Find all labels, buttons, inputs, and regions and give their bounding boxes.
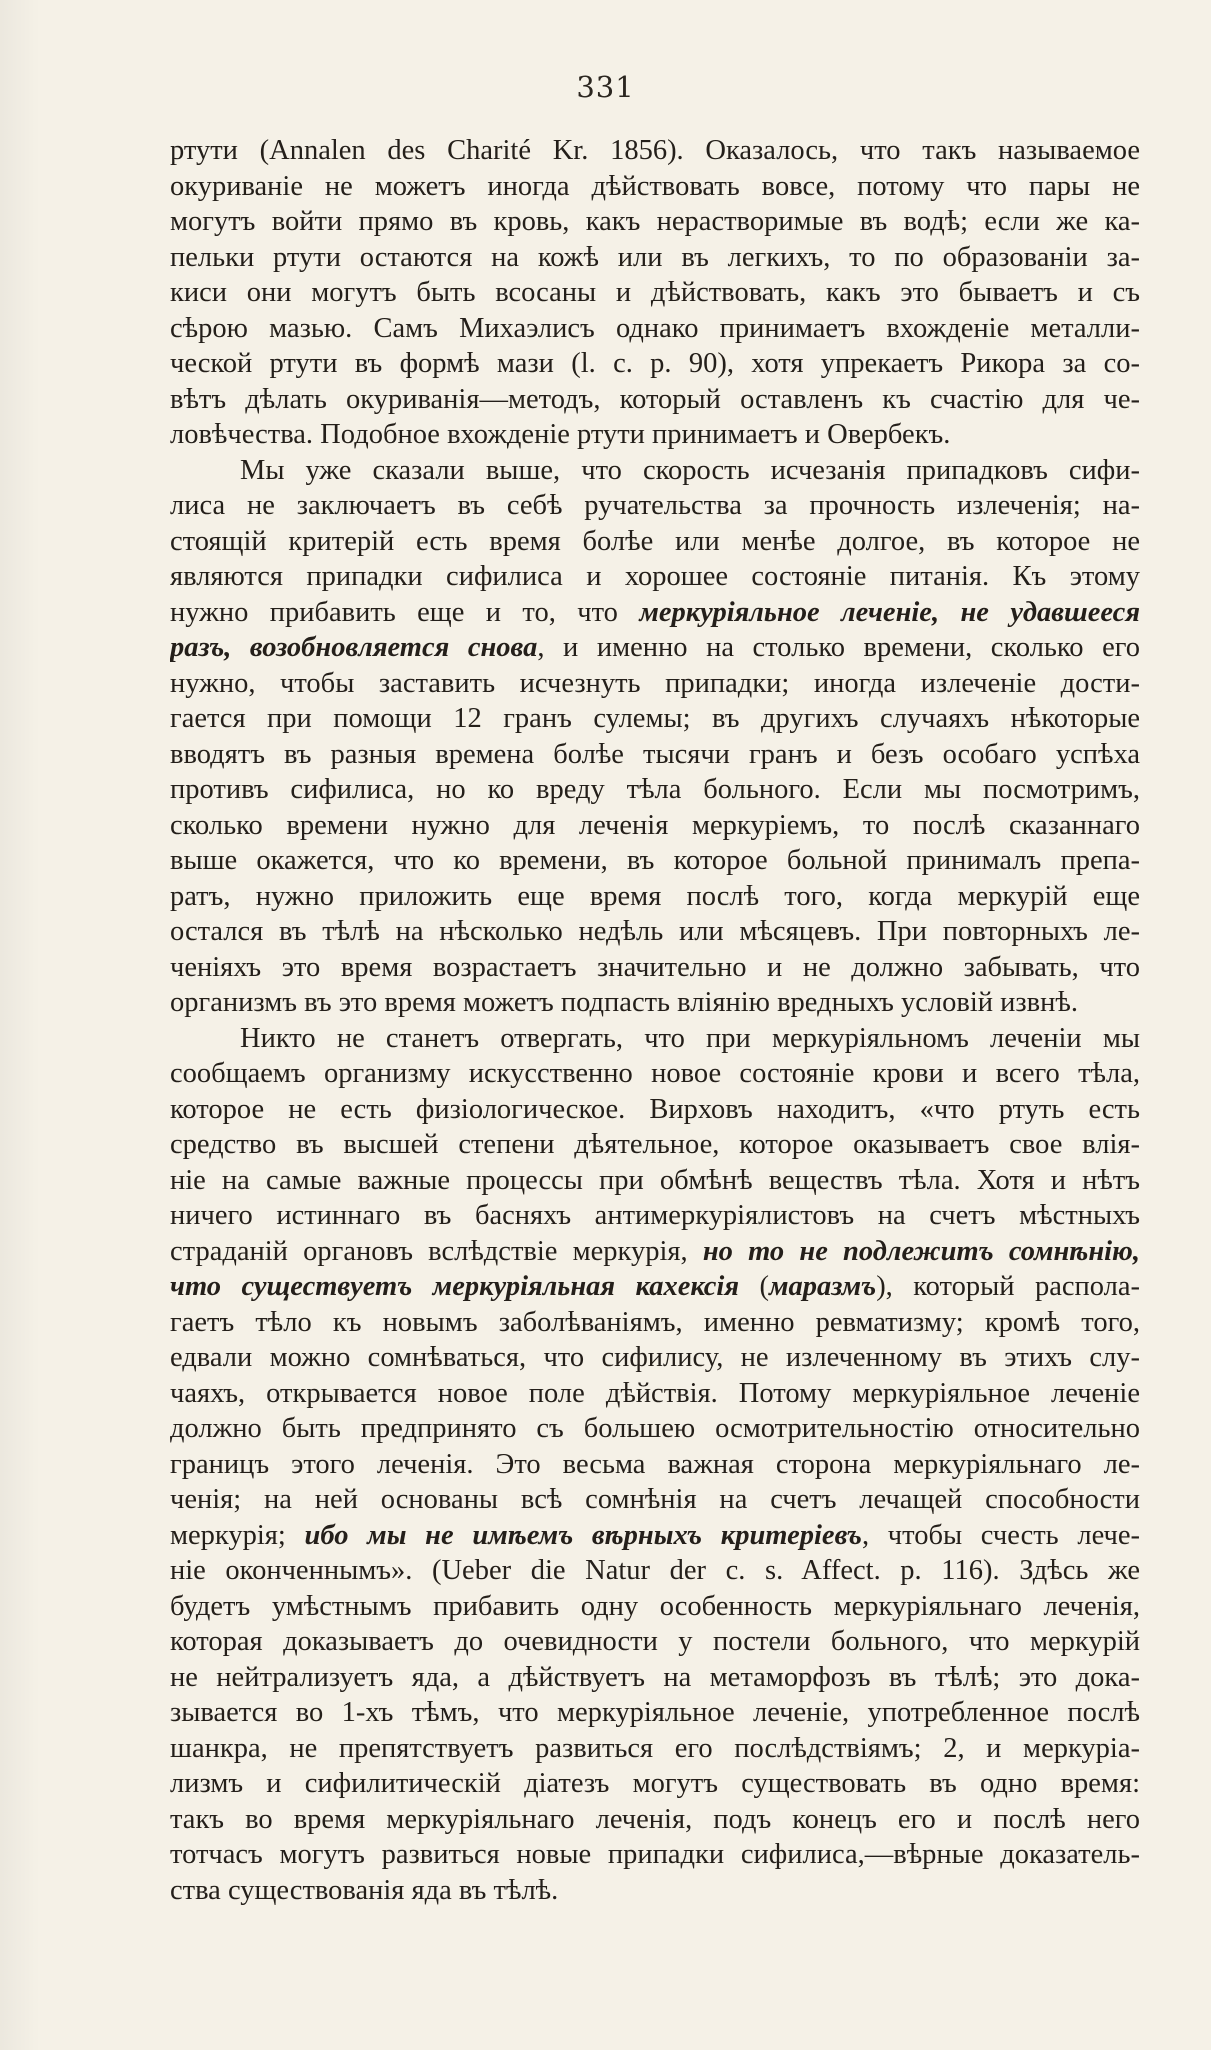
text-line: Никто не станетъ отвергать, что при меркуріяльномъ леченіи мы	[240, 1022, 1140, 1054]
paragraph	[170, 133, 1140, 453]
text-line: ніе на самые важные процессы при обмѣнѣ веществъ тѣла. Хотя и нѣтъ	[170, 1164, 1140, 1196]
text-line: которое не есть физіологическое. Вирховъ находитъ, «что ртуть есть	[170, 1093, 1140, 1125]
text-line: выше окажется, что ко времени, въ которое больной принималъ препа-	[170, 845, 1140, 876]
text-line: остался въ тѣлѣ на нѣсколько недѣль или мѣсяцевъ. При повторныхъ ле-	[170, 916, 1140, 947]
text-line: сѣрою мазью. Самъ Михаэлисъ однако принимаетъ вхожденіе металли-	[170, 312, 1140, 344]
text-line: вѣтъ дѣлать окуриванія—методъ, который оставленъ къ счастію для че-	[170, 383, 1140, 415]
text-line: организмъ въ это время можетъ подпасть вліянію вредныхъ условій извнѣ.	[170, 987, 1078, 1018]
text-line: лиса не заключаетъ въ себѣ ручательства за прочность излеченія; на-	[170, 490, 1140, 521]
text-line: меркурія; ибо мы не имѣемъ вѣрныхъ критеріевъ, чтобы счесть лече-	[170, 1519, 1140, 1551]
text-line: которая доказываетъ до очевидности у постели больного, что меркурій	[170, 1626, 1140, 1657]
body-text	[170, 133, 1140, 1908]
text-line: разъ, возобновляется снова, и именно на столько времени, сколько его	[170, 632, 1140, 663]
text-line: пельки ртути остаются на кожѣ или въ легкихъ, то по образованіи за-	[170, 241, 1140, 273]
text-line: ратъ, нужно приложить еще время послѣ того, когда меркурій еще	[170, 880, 1140, 912]
text-line: зывается во 1-хъ тѣмъ, что меркуріяльное леченіе, употребленное послѣ	[170, 1697, 1140, 1728]
text-line: не нейтрализуетъ яда, а дѣйствуетъ на метаморфозъ въ тѣлѣ; это дока-	[170, 1661, 1140, 1693]
text-line: гается при помощи 12 гранъ сулемы; въ другихъ случаяхъ нѣкоторые	[170, 703, 1140, 734]
text-line: Мы уже сказали выше, что скорость исчезанія припадковъ сифи-	[240, 454, 1140, 486]
text-line: должно быть предпринято съ большею осмотрительностію относительно	[170, 1413, 1140, 1444]
text-line: являются припадки сифилиса и хорошее состояніе питанія. Къ этому	[170, 561, 1140, 592]
page-number: 331	[576, 70, 635, 104]
text-line: чаяхъ, открывается новое поле дѣйствія. Потому меркуріяльное леченіе	[170, 1377, 1140, 1409]
emphasis-text: но то не подлежитъ сомнѣнію,	[702, 1235, 1140, 1267]
emphasis-text: что существуетъ меркуріяльная кахексія	[170, 1271, 740, 1302]
text-line: будетъ умѣстнымъ прибавить одну особенность меркуріяльнаго леченія,	[170, 1590, 1140, 1622]
text-line: могутъ войти прямо въ кровь, какъ нерастворимые въ водѣ; если же ка-	[170, 206, 1140, 237]
text-line: ческой ртути въ формѣ мази (l. c. p. 90), хотя упрекаетъ Рикора за со-	[170, 348, 1140, 379]
text-line: такъ во время меркуріяльнаго леченія, подъ конецъ его и послѣ него	[170, 1803, 1140, 1835]
text-line: средство въ высшей степени дѣятельное, которое оказываетъ свое влія-	[170, 1129, 1140, 1160]
text-line: ченіяхъ это время возрастаетъ значительно и не должно забывать, что	[170, 951, 1140, 983]
text-line: едвали можно сомнѣваться, что сифилису, не излеченному въ этихъ слу-	[170, 1342, 1140, 1373]
paragraph	[170, 1021, 1140, 1909]
text-line: гаетъ тѣло къ новымъ заболѣваніямъ, именно ревматизму; кромѣ того,	[170, 1306, 1140, 1338]
text-line: ства существованія яда въ тѣлѣ.	[170, 1874, 559, 1906]
paragraph	[170, 453, 1140, 1021]
text-line: ніе оконченнымъ». (Ueber die Natur der c. s. Affect. p. 116). Здѣсь же	[170, 1555, 1140, 1586]
text-line: киси они могутъ быть всосаны и дѣйствовать, какъ это бываетъ и съ	[170, 277, 1140, 308]
text-line: нужно, чтобы заставить исчезнуть припадки; иногда излеченіе дости-	[170, 667, 1140, 699]
text-line: ничего истиннаго въ басняхъ антимеркуріялистовъ на счетъ мѣстныхъ	[170, 1200, 1140, 1231]
text-line: вводятъ въ разныя времена болѣе тысячи гранъ и безъ особаго успѣха	[170, 738, 1140, 770]
emphasis-text: разъ, возобновляется снова	[170, 632, 538, 663]
text-line: ловѣчества. Подобное вхожденіе ртути принимаетъ и Овербекъ.	[170, 419, 951, 450]
text-line: ртути (Annalen des Charité Kr. 1856). Оказалось, что такъ называемое	[170, 135, 1140, 166]
text-line: страданій органовъ вслѣдствіе меркурія, но то не подлежитъ сомнѣнію,	[170, 1235, 1140, 1267]
text-line: лизмъ и сифилитическій діатезъ могутъ существовать въ одно время:	[170, 1768, 1140, 1799]
text-line: ченія; на ней основаны всѣ сомнѣнія на счетъ лечащей способности	[170, 1484, 1140, 1515]
text-line: сколько времени нужно для леченія меркуріемъ, то послѣ сказаннаго	[170, 809, 1140, 841]
text-line: сообщаемъ организму искусственно новое состояніе крови и всего тѣла,	[170, 1058, 1140, 1089]
text-line: нужно прибавить еще и то, что меркуріяльное леченіе, не удавшееся	[170, 596, 1140, 628]
emphasis-text: меркуріяльное леченіе, не удавшееся	[639, 596, 1140, 628]
text-line: тотчасъ могутъ развиться новые припадки сифилиса,—вѣрные доказатель-	[170, 1839, 1140, 1870]
text-line: шанкра, не препятствуетъ развиться его послѣдствіямъ; 2, и меркуріа-	[170, 1732, 1140, 1764]
text-line: противъ сифилиса, но ко вреду тѣла больного. Если мы посмотримъ,	[170, 774, 1140, 805]
text-line: окуриваніе не можетъ иногда дѣйствовать вовсе, потому что пары не	[170, 170, 1140, 202]
emphasis-text: ибо мы не имѣемъ вѣрныхъ критеріевъ	[304, 1519, 862, 1551]
text-line: стоящій критерій есть время болѣе или менѣе долгое, въ которое не	[170, 525, 1140, 557]
text-line: что существуетъ меркуріяльная кахексія (маразмъ), который распола-	[170, 1271, 1140, 1302]
text-line: границъ этого леченія. Это весьма важная сторона меркуріяльнаго ле-	[170, 1448, 1140, 1480]
emphasis-text: маразмъ	[768, 1271, 877, 1302]
